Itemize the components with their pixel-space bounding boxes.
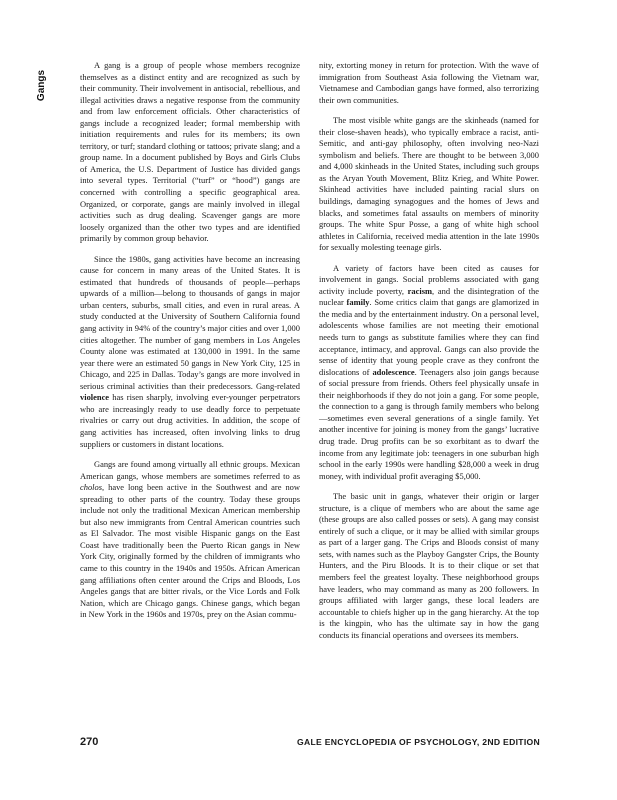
page-number: 270 [80,736,99,748]
left-column [80,60,300,630]
side-tab [32,60,52,110]
left-paragraph-3 [80,459,300,621]
left-paragraph-2-text-a: Since the 1980s, gang activities have become an increasing cause for concern in many areas of the United States. It is estimated that hundreds of thousands of people—perhaps upwards of a million—belong to thousands of gangs in major urban centers, suburbs, small cities, and even in rural areas. A study conducted at the University of Southern California found gang activity in 94% of the country’s major cities and over 1,000 cities altogether. The number of gang members in Los Angeles County alone was estimated at 130,000 in 1991. In the same year there were an estimated 50 gangs in New York City, 125 in Chicago, and 225 in Dallas. Today’s gangs are more involved in serious criminal activities than their predecessors. Gang-related [80,253,300,391]
term-family[interactable]: family [346,297,370,308]
page-footer [80,736,540,752]
term-racism[interactable]: racism [407,285,433,296]
right-paragraph-3 [319,491,539,641]
right-paragraph-1-text: The most visible white gangs are the skinheads (named for their close-shaven heads), who typically embrace a racist, anti-Semitic, and anti-gay philosophy, often involving neo-Nazi symbolism and beliefs. There are thought to be between 3,000 and 4,000 skinheads in the United States, including such groups as the Aryan Youth Movement, Blitz Krieg, and White Power. Skinhead activities have included painting racial slurs on buildings, damaging synagogues and the homes of Jews and blacks, and sometimes fatal assaults on members of minority groups. The white Spur Posse, a gang of white high school athletes in California, received media attention in the late 1990s for sexually molesting teenage girls. [319,115,539,253]
right-paragraph-2-text-d: . Teenagers also join gangs because of social pressure from friends. Others feel physically unsafe in their neighborhoods if they do not join a gang. For some people, the connection to a gang is through family members who belong—sometimes even several generations of a single family. Yet another incentive for joining is money from the gangs’ lucrative drug trade. Drug profits can be so exorbitant as to dwarf the income from any legitimate job: teenagers in one suburban high school in the early 1990s were handling $28,000 a week in drug money, with individual profit averaging $5,000. [319,366,539,481]
left-paragraph-1 [80,60,300,245]
right-paragraph-2-text-b: , and the disintegration of the nuclear [319,285,539,308]
left-paragraph-2 [80,254,300,450]
footer-title: GALE ENCYCLOPEDIA OF PSYCHOLOGY, 2ND EDITION [296,737,540,747]
term-adolescence[interactable]: adolescence [372,366,415,377]
right-paragraph-0-text: nity, extorting money in return for protection. With the wave of immigration from Southeast Asia following the Vietnam war, Vietnamese and Cambodian gangs have formed, also terrorizing their own communities. [319,60,539,105]
left-paragraph-1-text: A gang is a group of people whose members recognize themselves as a distinct entity and are recognized as such by their community. Their involvement in antisocial, rebellious, and illegal activities draws a negative response from the community and from law enforcement officials. Other characteristics of gangs include a recognized leader; formal membership with initiation requirements and rules for its members; its own territory, or turf; standard clothing or tattoos; private slang; and a group name. In a document published by Boys and Girls Clubs of America, the U.S. Department of Justice has divided gangs into several types. Territorial (“turf” or “hood”) gangs are concerned with controlling a specific geographical area. Organized, or corporate, gangs are mainly involved in illegal activities such as drug dealing. Scavenger gangs are more loosely organized than the other two types and are identified primarily by common group behavior. [80,60,300,244]
left-paragraph-3-text-b: , have long been active in the Southwest and are now spreading to other parts of the country. Today these groups include not only the traditional Mexican American membership but also new immigrants from Central American countries such as El Salvador. The most visible Hispanic gangs on the East Coast have traditionally been the Puerto Rican gangs in New York City, originally formed by the children of immigrants who came to this country in the 1940s and 1950s. African American gang affiliations often center around the Crips and Bloods, Los Angeles gangs that are bitter rivals, or the Vice Lords and Folk Nation, which are Chicago gangs. Chinese gangs, which began in New York in the 1960s and 1970s, prey on the Asian commu- [80,482,300,620]
side-tab-label: Gangs [36,69,48,101]
right-column [319,60,539,650]
term-cholos: cholos [80,482,103,493]
right-paragraph-2-text-a: A variety of factors have been cited as causes for involvement in gangs. Social problems associated with gang activity include poverty, [319,262,539,296]
right-paragraph-3-text: The basic unit in gangs, whatever their origin or larger structure, is a clique of members who are about the same age (these groups are also called posses or sets). A gang may consist entirely of such a clique, or it may be allied with similar groups as part of a larger gang. The Crips and Bloods consist of many sets, with names such as the Playboy Gangster Crips, the Bounty Hunters, and the Piru Bloods. It is to their clique or set that members feel the greatest loyalty. These neighborhood groups have leaders, who may command as many as 200 followers. In groups affiliated with larger gangs, these local leaders are accountable to chiefs higher up in the gang hierarchy. At the top is the kingpin, who has the ultimate say in how the gang conducts its financial operations and oversees its members. [319,491,539,640]
right-paragraph-0 [319,60,539,106]
right-paragraph-2 [319,263,539,482]
left-paragraph-3-text-a: Gangs are found among virtually all ethnic groups. Mexican American gangs, whose members are sometimes referred to as [80,459,300,481]
term-violence[interactable]: violence [80,392,110,403]
right-paragraph-2-text-c: . Some critics claim that gangs are glamorized in the media and by the entertainment industry. On a personal level, adolescents whose families are not meeting their emotional needs turn to gangs as substitute families where they can find acceptance, intimacy, and approval. Gangs can also provide the sense of identity that young people crave as they confront the dislocations of [319,297,540,377]
left-paragraph-2-text-b: has risen sharply, involving ever-younger perpetrators who are increasingly ready to use deadly force to perpetuate rivalries or carry out drug activities. In addition, the scope of gang activities has increased, often involving links to drug suppliers or customers in distant locations. [80,392,300,449]
right-paragraph-1 [319,115,539,254]
